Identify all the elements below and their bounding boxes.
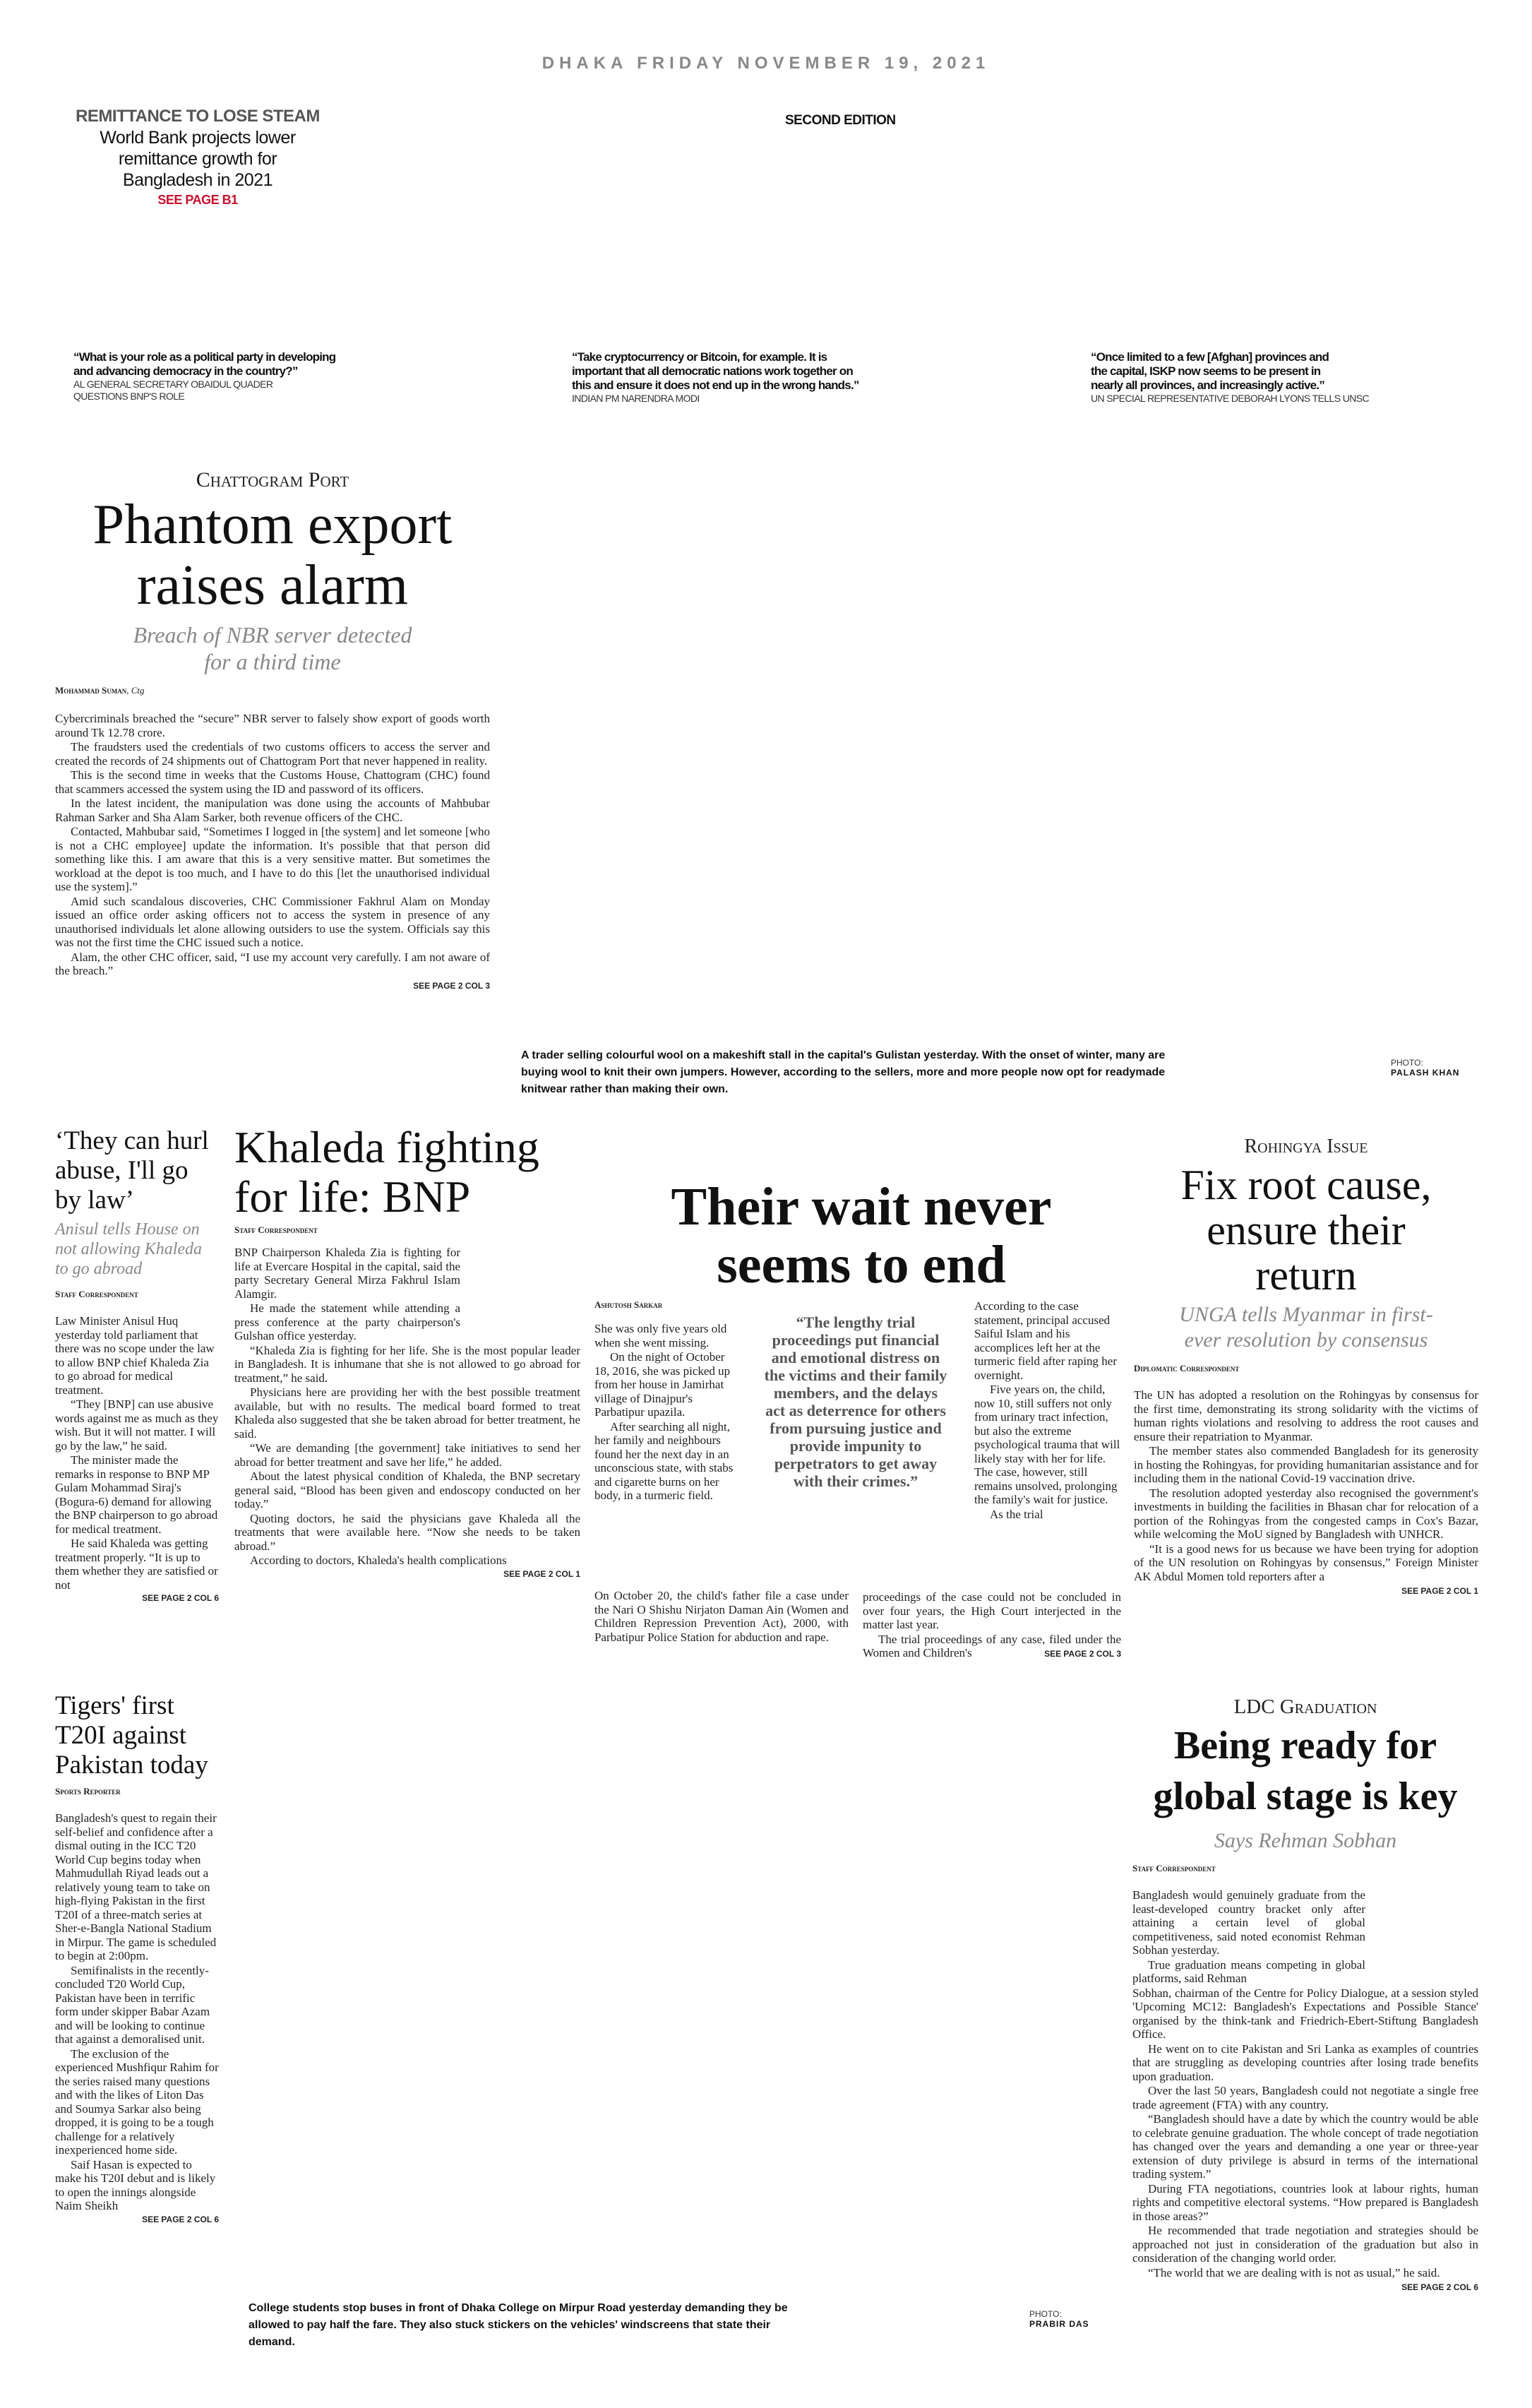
paragraph: The fraudsters used the credentials of two customs officers to access the server and created the records of 24 shipments out of Chattogram Port that never happened in reality. <box>55 740 490 768</box>
paragraph: Bangladesh would genuinely graduate from the least-developed country bracket only after attaining a certain level of global competitiveness, said noted economist Rehman Sobhan yesterday. <box>1132 1888 1365 1957</box>
story-wait-col2-wide <box>594 1589 849 1645</box>
story-body <box>234 1246 580 1568</box>
subhead-line: ever resolution by consensus <box>1184 1328 1428 1352</box>
subhead-line: UNGA tells Myanmar in first- <box>1179 1303 1433 1326</box>
teaser-line: Bangladesh in 2021 <box>122 170 273 190</box>
paragraph: Contacted, Mahbubar said, “Sometimes I logged in [the system] and let someone [who is not a CHC employee] update the information. It's possible that that person did something like this. I am aware that this is a very sensitive matter. But sometimes the workload at the depot is too much, and I have to do this [let the unauthorised individual use the system].” <box>55 825 490 893</box>
paragraph: “They [BNP] can use abusive words against me as much as they wish. But it will not matter. I will go by the law,” he said. <box>55 1397 219 1453</box>
pull-quote: “The lengthy trial proceedings put financial and emotional distress on the victims and their family members, and the delays act as deterrence for others from pursuing justice and provide impunity to perpetrators to get away with their crimes.” <box>764 1313 947 1490</box>
paragraph: He went on to cite Pakistan and Sri Lanka as examples of countries that are struggling as developing countries after losing trade benefits upon graduation. <box>1132 2042 1478 2083</box>
paragraph: Semifinalists in the recently-concluded T20 World Cup, Pakistan have been in terrific form under skipper Babar Azam and will be looking to continue that against a demoralised unit. <box>55 1963 210 2046</box>
byline-name: Mohammad Suman <box>55 685 127 696</box>
credit-name: PRABIR DAS <box>1029 2319 1089 2329</box>
story-subhead: Says Rehman Sobhan <box>1214 1829 1397 1852</box>
headline-line: global stage is key <box>1153 1775 1458 1818</box>
paragraph: After searching all night, her family and neighbours found her the next day in an unconscious state, with stabs and cigarette burns on her body, in a turmeric field. <box>594 1419 734 1502</box>
paragraph: Amid such scandalous discoveries, CHC Commissioner Fakhrul Alam on Monday issued an office order asking officers not to access the system in presence of any unauthorised individuals let alone allowing outsiders to use the system. Officials say this was not the first time the CHC issued such a notice. <box>55 894 490 949</box>
caption-line: demand. <box>249 2336 295 2348</box>
paragraph: According to the case statement, principal accused Saiful Islam and his accomplices left her at the turmeric field after raping her overnight. <box>974 1299 1118 1382</box>
paragraph: About the latest physical condition of Khaleda, the BNP secretary general said, “Blood has been given and endoscopy conducted on her today.” <box>234 1470 580 1510</box>
headline-line: by law’ <box>55 1186 134 1215</box>
caption-line: allowed to pay half the fare. They also stuck stickers on the vehicles' windscreens that state their <box>249 2319 771 2331</box>
story-kicker: Chattogram Port <box>196 468 349 491</box>
quote-text: the capital, ISKP now seems to be present in <box>1091 364 1321 378</box>
see-page-link[interactable]: SEE PAGE 2 COL 3 <box>1044 1649 1121 1659</box>
paragraph: “We are demanding [the government] take initiatives to send her abroad for better treatment and save her life,” he added. <box>234 1441 580 1469</box>
paragraph: The trial proceedings of any case, filed under the Women and Children's <box>863 1632 1121 1659</box>
caption-line: College students stop buses in front of Dhaka College on Mirpur Road yesterday demanding they be <box>249 2302 788 2314</box>
story-byline: Ashutosh Sarkar <box>594 1299 663 1310</box>
paragraph: True graduation means competing in global platforms, said Rehman <box>1132 1957 1365 1985</box>
story-headline[interactable] <box>1134 1162 1478 1298</box>
paragraph: Bangladesh's quest to regain their self-belief and confidence after a dismal outing in the ICC T20 World Cup begins today when Mahmudullah Riyad leads out a relatively young team to take on high-flying Pakistan in the first T20I of a three-match series at Sher-e-Bangla National Stadium in Mirpur. The game is scheduled to begin at 2:00pm. <box>55 1811 217 1962</box>
paragraph: Quoting doctors, he said the physicians gave Khaleda all the treatments that were available here. “Now she needs to be taken abroad.” <box>234 1511 580 1553</box>
story-byline: Diplomatic Correspondent <box>1134 1363 1240 1373</box>
story-headline[interactable] <box>55 1126 219 1215</box>
paragraph: Saif Hasan is expected to make his T20I debut and is likely to open the innings alongside Naim Sheikh <box>55 2157 216 2212</box>
see-page-link[interactable]: SEE PAGE 2 COL 6 <box>142 1593 219 1603</box>
photo-caption <box>521 1047 1298 1098</box>
story-headline[interactable] <box>55 1691 219 1780</box>
headline-line: ensure their <box>1207 1207 1406 1253</box>
teaser-line: World Bank projects lower <box>100 128 296 148</box>
paragraph: He made the statement while attending a press conference at the party chairperson's Gulshan office yesterday. <box>234 1301 460 1342</box>
paragraph: He said Khaleda was getting treatment properly. “It is up to them whether they are satisfied or not <box>55 1537 218 1592</box>
headline-line: Tigers' first <box>55 1691 174 1720</box>
story-kicker: Rohingya Issue <box>1244 1136 1368 1157</box>
quote-attribution: UN SPECIAL REPRESENTATIVE DEBORAH LYONS TELLS UNSC <box>1091 393 1369 404</box>
paragraph: The resolution adopted yesterday also recognised the government's investments in building the facilities in Bhasan char for relocation of a portion of the Rohingyas from the congested camps in Cox's Bazar, while welcoming the MoU signed by Bangladesh with UNHCR. <box>1134 1486 1478 1541</box>
headline-line: T20I against <box>55 1721 186 1750</box>
subhead-line: for a third time <box>204 649 341 674</box>
quote-attribution: AL GENERAL SECRETARY OBAIDUL QUADER <box>73 379 273 390</box>
quote-text: and advancing democracy in the country?” <box>73 364 298 378</box>
paragraph: Law Minister Anisul Huq yesterday told parliament that there was no scope under the law to allow BNP chief Khaleda Zia to go abroad for medical treatment. <box>55 1314 215 1397</box>
story-kicker: LDC Graduation <box>1233 1695 1377 1718</box>
story-headline[interactable] <box>1132 1720 1478 1822</box>
story-headline[interactable] <box>234 1123 580 1222</box>
credit-name: PALASH KHAN <box>1391 1068 1460 1078</box>
subhead-line: Anisul tells House on <box>55 1220 200 1239</box>
see-page-link[interactable]: SEE PAGE 2 COL 6 <box>142 2214 219 2224</box>
story-body <box>55 1314 219 1592</box>
story-tigers[interactable] <box>55 1691 219 2224</box>
paragraph: The exclusion of the experienced Mushfiqur Rahim for the series raised many questions and with the likes of Liton Das and Soumya Sarkar also being dropped, it is going to be a tough challenge for a relatively inexperienced home side. <box>55 2046 219 2157</box>
paragraph: The minister made the remarks in response to BNP MP Gulam Mohammad Siraj's (Bogura-6) demand for allowing the BNP chairperson to go abroad for medical treatment. <box>55 1453 218 1536</box>
paragraph: BNP Chairperson Khaleda Zia is fighting for life at Evercare Hospital in the capital, said the party Secretary General Mirza Fakhrul Islam Alamgir. <box>234 1246 460 1301</box>
story-wait-col1 <box>594 1322 741 1503</box>
story-body <box>55 712 490 978</box>
headline-line: abuse, I'll go <box>55 1156 188 1185</box>
subhead-line: Breach of NBR server detected <box>133 622 412 648</box>
paragraph: According to doctors, Khaleda's health complications <box>250 1554 507 1567</box>
edition-label: SECOND EDITION <box>785 113 896 128</box>
quote-3 <box>1091 350 1394 405</box>
quote-text: “Take cryptocurrency or Bitcoin, for example. It is <box>572 350 827 364</box>
byline-place: , Ctg <box>126 685 145 696</box>
caption-line: buying wool to knit their own jumpers. However, according to the sellers, more and more people now opt for readymade <box>521 1066 1166 1078</box>
story-khaleda[interactable] <box>234 1123 580 1579</box>
subhead-line: to go abroad <box>55 1260 143 1278</box>
story-wait-headline[interactable] <box>593 1178 1130 1294</box>
quote-text: important that all democratic nations work together on <box>572 364 853 378</box>
lead-story[interactable] <box>55 466 490 991</box>
story-hurl[interactable] <box>55 1126 219 1603</box>
story-byline: Staff Correspondent <box>234 1224 318 1235</box>
headline-line: Their wait never <box>671 1177 1052 1236</box>
paragraph: As the trial <box>990 1507 1043 1521</box>
paragraph: Five years on, the child, now 10, still suffers not only from urinary tract infection, but also the extreme psychological trauma that will likely stay with her for life. The case, however, still remains unsolved, prolonging the family's wait for justice. <box>974 1383 1120 1506</box>
story-body <box>55 1811 219 2213</box>
teaser-line: remittance growth for <box>118 149 277 169</box>
quote-text: “Once limited to a few [Afghan] provinces and <box>1091 350 1329 364</box>
headline-line: seems to end <box>717 1235 1006 1294</box>
quote-text: this and ensure it does not end up in the wrong hands.” <box>572 379 859 392</box>
headline-line: Being ready for <box>1173 1724 1437 1768</box>
paragraph: proceedings of the case could not be concluded in over four years, the High Court interjected in the matter last year. <box>863 1590 1121 1631</box>
headline-line: Khaleda fighting <box>234 1122 539 1172</box>
teaser-see-page[interactable]: SEE PAGE B1 <box>157 193 238 207</box>
paragraph: The UN has adopted a resolution on the Rohingyas by consensus for the first time, demonstrating its strong solidarity with the victims of human rights violations and resolving to address the root causes and ensure their repatriation to Myanmar. <box>1134 1388 1478 1443</box>
caption-line: A trader selling colourful wool on a makeshift stall in the capital's Gulistan yesterday. With the onset of winter, many are <box>521 1049 1166 1061</box>
headline-line: return <box>1255 1252 1357 1299</box>
see-page-link[interactable]: SEE PAGE 2 COL 1 <box>503 1568 580 1579</box>
quote-attribution: INDIAN PM NARENDRA MODI <box>572 393 700 404</box>
dateline: DHAKA FRIDAY NOVEMBER 19, 2021 <box>541 54 991 73</box>
story-subhead <box>55 1220 219 1279</box>
story-wait-col3 <box>974 1299 1121 1522</box>
photo-credit <box>1391 1058 1459 1078</box>
paragraph: Alam, the other CHC officer, said, “I use my account very carefully. I am not aware of the breach.” <box>55 950 490 977</box>
see-page-link[interactable]: SEE PAGE 2 COL 6 <box>1401 2282 1478 2292</box>
paragraph: “Bangladesh should have a date by which the country would be able to celebrate genuine graduation. The whole concept of trade negotiation has changed over the years and demanding a one year or three-year extension of duty privilege is absurd in terms of the international trading system.” <box>1132 2112 1478 2181</box>
caption-line: knitwear rather than making their own. <box>521 1083 729 1095</box>
quote-text: nearly all provinces, and increasingly active.” <box>1091 379 1324 392</box>
teaser-kicker: REMITTANCE TO LOSE STEAM <box>76 107 320 126</box>
photo-caption <box>249 2300 884 2351</box>
quote-1 <box>73 350 377 403</box>
headline-line: Fix root cause, <box>1180 1162 1432 1208</box>
headline-line: raises alarm <box>136 554 409 616</box>
paragraph: Cybercriminals breached the “secure” NBR server to falsely show export of goods worth around Tk 12.78 crore. <box>55 712 490 739</box>
photo-credit <box>1029 2309 1089 2329</box>
story-headline[interactable] <box>55 494 490 616</box>
paragraph: “The world that we are dealing with is not as usual,” he said. <box>1148 2265 1440 2279</box>
credit-label: PHOTO: <box>1391 1058 1423 1068</box>
headline-line: Pakistan today <box>55 1751 208 1780</box>
paragraph: Over the last 50 years, Bangladesh could not negotiate a single free trade agreement (FTA) with any country. <box>1132 2084 1478 2111</box>
see-page-link[interactable]: SEE PAGE 2 COL 1 <box>1401 1586 1478 1596</box>
paragraph: The member states also commended Bangladesh for its generosity in hosting the Rohingyas, for providing humanitarian assistance and for including them in the national Covid-19 vaccination drive. <box>1134 1444 1478 1485</box>
story-ldc[interactable] <box>1132 1693 1478 2292</box>
quote-attribution: QUESTIONS BNP'S ROLE <box>73 391 185 402</box>
paragraph: During FTA negotiations, countries look at labour rights, human rights and competitive electoral systems. “How prepared is Bangladesh in those areas?” <box>1132 2181 1478 2223</box>
story-body <box>1132 1888 1478 2279</box>
quote-text: “What is your role as a political party in developing <box>73 350 336 364</box>
paragraph: On the night of October 18, 2016, she was picked up from her house in Jamirhat village of Dinajpur's Parbatipur upazila. <box>594 1350 731 1419</box>
headline-line: Phantom export <box>92 494 453 556</box>
story-body <box>1134 1388 1478 1583</box>
story-subhead <box>1134 1302 1478 1353</box>
paragraph: This is the second time in weeks that the Customs House, Chattogram (CHC) found that scammers accessed the system using the ID and password of its officers. <box>55 768 490 796</box>
story-byline: Sports Reporter <box>55 1786 121 1796</box>
paragraph: “Khaleda Zia is fighting for her life. She is the most popular leader in Bangladesh. It is inhumane that she is not allowed to go abroad for treatment,” he said. <box>234 1343 580 1385</box>
story-subhead <box>55 621 490 675</box>
headline-line: ‘They can hurl <box>55 1126 209 1155</box>
paragraph: Sobhan, chairman of the Centre for Policy Dialogue, at a session styled 'Upcoming MC12: Bangladesh's Expectations and Possible Stance' organised by the think-tank and Friedrich-Ebert-Stiftung Bangladesh Office. <box>1132 1986 1478 2041</box>
see-page-link[interactable]: SEE PAGE 2 COL 3 <box>413 980 490 991</box>
story-rohingya[interactable] <box>1134 1134 1478 1596</box>
headline-line: for life: BNP <box>234 1172 471 1222</box>
paragraph: In the latest incident, the manipulation was done using the accounts of Mahbubar Rahman Sarker and Sha Alam Sarker, both revenue officers of the CHC. <box>55 797 490 824</box>
paragraph: He recommended that trade negotiation and strategies should be approached not just in consideration of the graduation but also in consideration of the changing world order. <box>1132 2224 1478 2265</box>
paragraph: Physicians here are providing her with the best possible treatment available, but with no results. The medical board formed to treat Khaleda also suggested that she be taken abroad for better treatment, he said. <box>234 1385 580 1441</box>
story-byline: Staff Correspondent <box>1132 1863 1216 1873</box>
quote-2 <box>572 350 875 405</box>
paragraph: On October 20, the child's father file a case under the Nari O Shishu Nirjaton Daman Ain (Women and Children Repression Prevention Act), 2000, with Parbatipur Police Station for abduction and rape. <box>594 1589 849 1644</box>
story-byline <box>55 685 490 696</box>
subhead-line: not allowing Khaleda <box>55 1240 203 1258</box>
paragraph: “It is a good news for us because we have been trying for adoption of the UN resolution on Rohingyas by consensus,” Foreign Minister AK Abdul Momen told reporters after a <box>1134 1542 1478 1583</box>
teaser-box[interactable] <box>64 106 332 209</box>
paragraph: She was only five years old when she went missing. <box>594 1322 727 1349</box>
credit-label: PHOTO: <box>1029 2309 1062 2319</box>
story-byline: Staff Correspondent <box>55 1289 138 1299</box>
